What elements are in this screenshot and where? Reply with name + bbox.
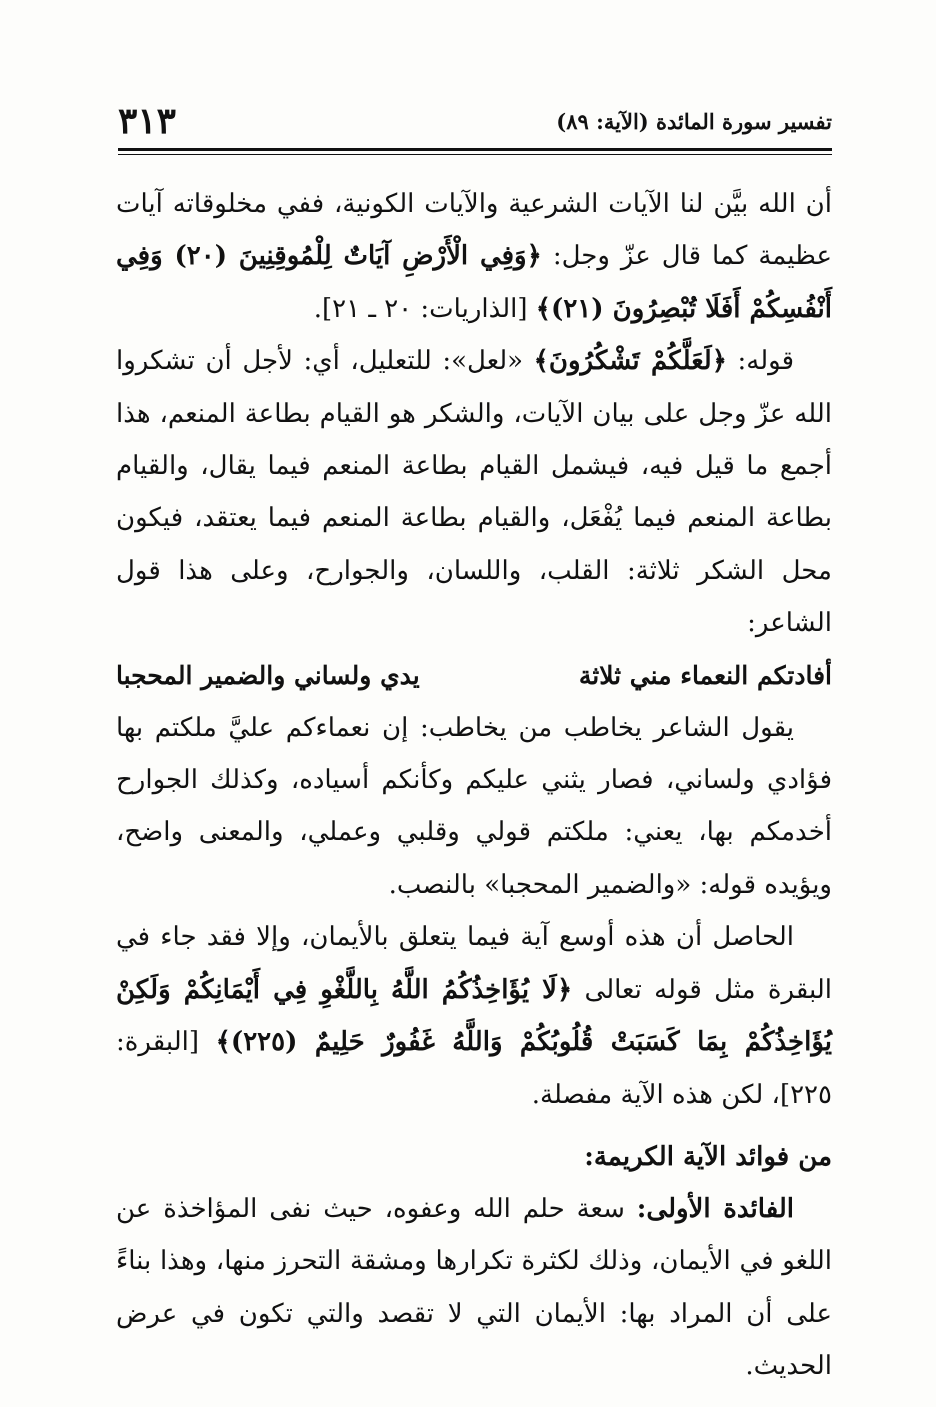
header-rule-thick (118, 148, 832, 151)
paragraph-2-lead: قوله: (726, 346, 794, 377)
paragraph-1 (116, 178, 832, 335)
paragraph-1-citation: [الذاريات: ٢٠ ـ ٢١]. (313, 293, 536, 324)
quran-phrase-tashkurun: ﴿لَعَلَّكُمْ تَشْكُرُونَ﴾ (533, 346, 727, 377)
paragraph-3: يقول الشاعر يخاطب من يخاطب: إن نعماءكم عليَّ ملكتم بها فؤادي ولساني، فصار يثني عليكم وكأنكم أسياده، وكذلك الجوارح أخدمكم بها، يعني: ملكتم قولي وقلبي وعملي، والمعنى واضح، ويؤيده قوله: «والضمير المحجبا» بالنصب. (116, 712, 832, 900)
running-title: تفسير سورة المائدة (الآية: ٨٩) (556, 108, 832, 134)
poem-verse (116, 650, 832, 702)
paragraph-1-text-a: أن الله بيَّن لنا الآيات الشرعية والآيات الكونية، ففي مخلوقاته آيات عظيمة كما قال عزّ وجل: (116, 189, 832, 272)
paragraph-4-text-a: الحاصل أن هذه أوسع آية فيما يتعلق بالأيمان، وإلا فقد جاء في البقرة مثل قوله تعالى (116, 922, 832, 1005)
benefit-label: الفائدة الأولى: (636, 1193, 795, 1224)
quran-verse-baqarah: ﴿لَا يُؤَاخِذُكُمُ اللَّهُ بِاللَّغْوِ فِي أَيْمَانِكُمْ وَلَكِنْ يُؤَاخِذُكُمْ بِمَا كَسَبَتْ قُلُوبُكُمْ وَاللَّهُ غَفُورٌ حَلِيمٌ (٢٢٥)﴾ (116, 974, 832, 1058)
poem-first-hemistich: أفادتكم النعماء مني ثلاثة (578, 661, 832, 691)
paragraph-2 (116, 335, 832, 649)
page-body (116, 178, 832, 1393)
paragraph-5-text: سعة حلم الله وعفوه، حيث نفى المؤاخذة عن اللغو في الأيمان، وذلك لكثرة تكرارها ومشقة التحرز منها، وهذا بناءً على أن المراد بها: الأيمان التي لا تقصد والتي تكون في عرض الحديث. (116, 1193, 832, 1382)
poem-second-hemistich: يدي ولساني والضمير المحجبا (116, 661, 420, 691)
paragraph-5 (116, 1183, 832, 1393)
paragraph-4-text-b: [البقرة: ٢٢٥]، لكن هذه الآية مفصلة. (116, 1027, 832, 1110)
paragraph-4 (116, 911, 832, 1121)
header-rule-thin (118, 154, 832, 155)
page-number: ٣١٣ (118, 100, 177, 142)
quran-verse-dhariyat: ﴿وَفِي الْأَرْضِ آيَاتٌ لِلْمُوقِنِينَ (٢٠) وَفِي أَنْفُسِكُمْ أَفَلَا تُبْصِرُونَ (٢١)﴾ (116, 241, 832, 324)
page-header (118, 96, 832, 146)
paragraph-2-text: «لعل»: للتعليل، أي: لأجل أن تشكروا الله عزّ وجل على بيان الآيات، والشكر هو القيام بطاعة المنعم، هذا أجمع ما قيل فيه، فيشمل القيام بطاعة المنعم فيما يقال، والقيام بطاعة المنعم فيما يُفْعَل، والقيام بطاعة المنعم فيما يعتقد، فيكون محل الشكر ثلاثة: القلب، واللسان، والجوارح، وعلى هذا قول الشاعر: (116, 346, 832, 639)
section-heading: من فوائد الآية الكريمة: (584, 1141, 832, 1172)
